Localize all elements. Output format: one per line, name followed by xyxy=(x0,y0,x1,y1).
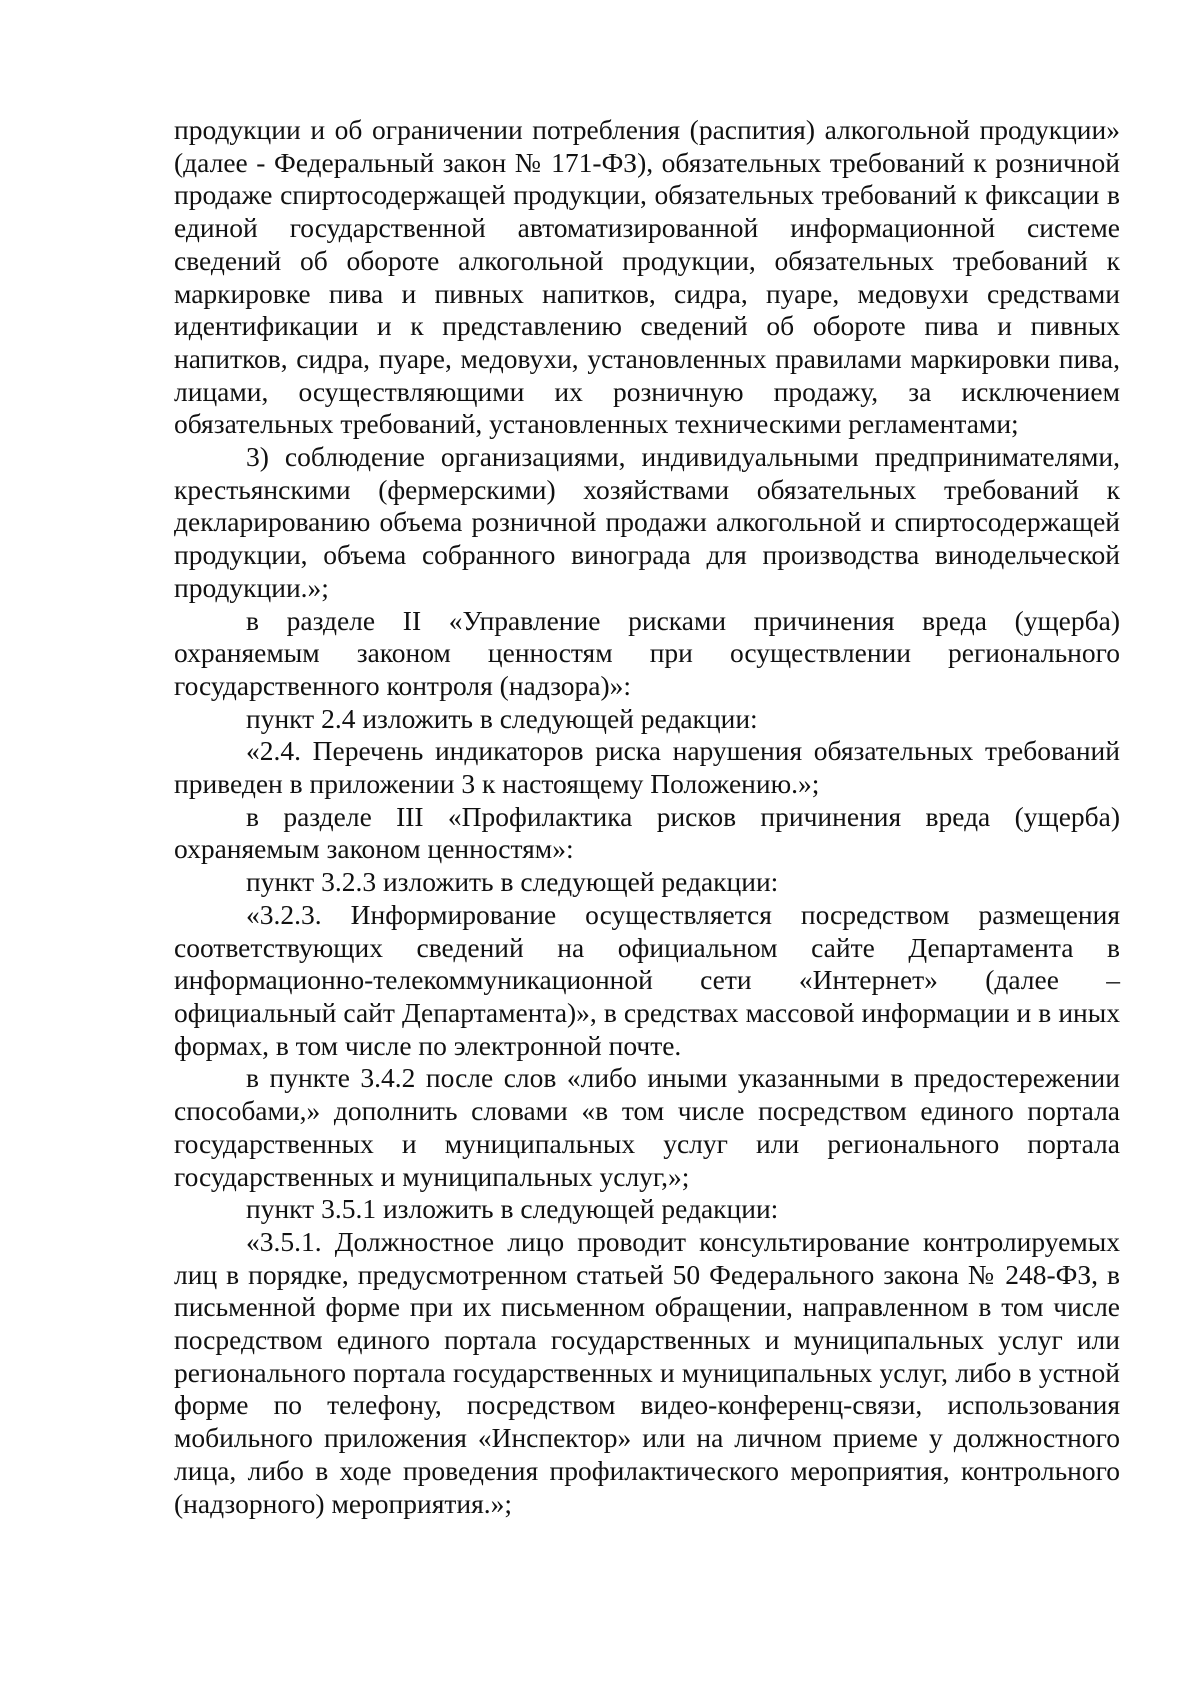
paragraph-6: в разделе III «Профилактика рисков причинения вреда (ущерба) охраняемым законом ценностям»: xyxy=(174,800,1120,865)
paragraph-4: пункт 2.4 изложить в следующей редакции: xyxy=(246,702,758,734)
paragraph-10: пункт 3.5.1 изложить в следующей редакции: xyxy=(246,1193,779,1225)
paragraph-8: «3.2.3. Информирование осуществляется посредством размещения соответствующих сведений на официальном сайте Департамента в информационно-телекоммуникационной сети «Интернет» (далее – официальный сайт Департамента)», в средствах массовой информации и в иных формах, в том числе по электронной почте. xyxy=(174,898,1120,1061)
paragraph-2: 3) соблюдение организациями, индивидуальными предпринимателями, крестьянскими (фермерскими) хозяйствами обязательных требований к декларированию объема розничной продажи алкогольной и спиртосодержащей продукции, объема собранного винограда для производства винодельческой продукции.»; xyxy=(174,441,1120,603)
paragraph-5: «2.4. Перечень индикаторов риска нарушения обязательных требований приведен в приложении 3 к настоящему Положению.»; xyxy=(174,735,1120,800)
document-body xyxy=(174,114,1120,1520)
paragraph-3: в разделе II «Управление рисками причинения вреда (ущерба) охраняемым законом ценностям при осуществлении регионального государственного контроля (надзора)»: xyxy=(174,604,1120,701)
paragraph-11: «3.5.1. Должностное лицо проводит консультирование контролируемых лиц в порядке, предусмотренном статьей 50 Федерального закона № 248-ФЗ, в письменной форме при их письменном обращении, направленном в том числе посредством единого портала государственных и муниципальных услуг или регионального портала государственных и муниципальных услуг, либо в устной форме по телефону, посредством видео-конференц-связи, использования мобильного приложения «Инспектор» или на личном приеме у должностного лица, либо в ходе проведения профилактического мероприятия, контрольного (надзорного) мероприятия.»; xyxy=(174,1225,1120,1519)
paragraph-1: продукции и об ограничении потребления (распития) алкогольной продукции» (далее - Федеральный закон № 171-ФЗ), обязательных требований к розничной продаже спиртосодержащей продукции, обязательных требований к фиксации в единой государственной автоматизированной информационной системе сведений об обороте алкогольной продукции, обязательных требований к маркировке пива и пивных напитков, сидра, пуаре, медовухи средствами идентификации и к представлению сведений об обороте пива и пивных напитков, сидра, пуаре, медовухи, установленных правилами маркировки пива, лицами, осуществляющими их розничную продажу, за исключением обязательных требований, установленных техническими регламентами; xyxy=(174,114,1120,440)
paragraph-7: пункт 3.2.3 изложить в следующей редакции: xyxy=(246,866,779,898)
paragraph-9: в пункте 3.4.2 после слов «либо иными указанными в предостережении способами,» дополнить словами «в том числе посредством единого портала государственных и муниципальных услуг или регионального портала государственных и муниципальных услуг,»; xyxy=(174,1062,1120,1192)
